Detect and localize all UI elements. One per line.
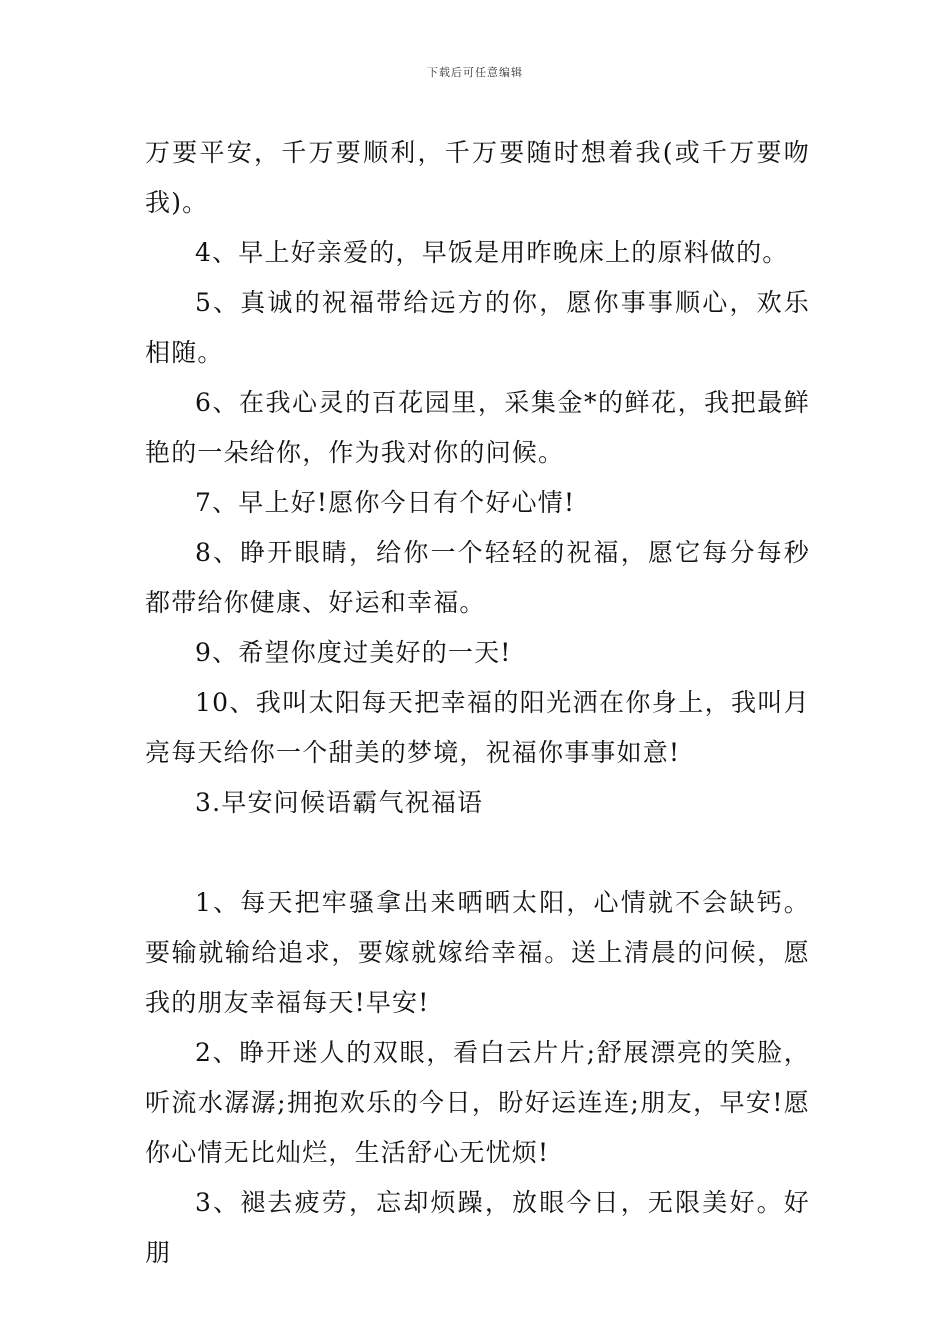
section-heading: 3.早安问候语霸气祝福语 [195,788,484,817]
blank-line [145,828,810,878]
paragraph-item-10: 10、我叫太阳每天把幸福的阳光洒在你身上，我叫月亮每天给你一个甜美的梦境，祝福你事事如意! [145,688,810,767]
paragraph-item-5: 5、真诚的祝福带给远方的你，愿你事事顺心，欢乐相随。 [145,288,810,367]
document-body [145,128,810,1278]
paragraph-section3-item-2: 2、睁开迷人的双眼，看白云片片;舒展漂亮的笑脸，听流水潺潺;拥抱欢乐的今日，盼好运连连;朋友，早安!愿你心情无比灿烂，生活舒心无忧烦! [145,1038,810,1167]
paragraph-section3-item-1: 1、每天把牢骚拿出来晒晒太阳，心情就不会缺钙。要输就输给追求，要嫁就嫁给幸福。送上清晨的问候，愿我的朋友幸福每天!早安! [145,888,810,1017]
paragraph-item-7: 7、早上好!愿你今日有个好心情! [195,488,576,517]
paragraph-item-9: 9、希望你度过美好的一天! [195,638,512,667]
paragraph-item-4: 4、早上好亲爱的，早饭是用昨晚床上的原料做的。 [195,238,789,267]
paragraph-continuation: 万要平安，千万要顺利，千万要随时想着我(或千万要吻我)。 [145,138,810,217]
header-note: 下载后可任意编辑 [427,66,523,79]
paragraph-item-6: 6、在我心灵的百花园里，采集金*的鲜花，我把最鲜艳的一朵给你，作为我对你的问候。 [145,388,810,467]
paragraph-section3-item-3: 3、褪去疲劳，忘却烦躁，放眼今日，无限美好。好朋 [145,1188,810,1267]
paragraph-item-8: 8、睁开眼睛，给你一个轻轻的祝福，愿它每分每秒都带给你健康、好运和幸福。 [145,538,810,617]
